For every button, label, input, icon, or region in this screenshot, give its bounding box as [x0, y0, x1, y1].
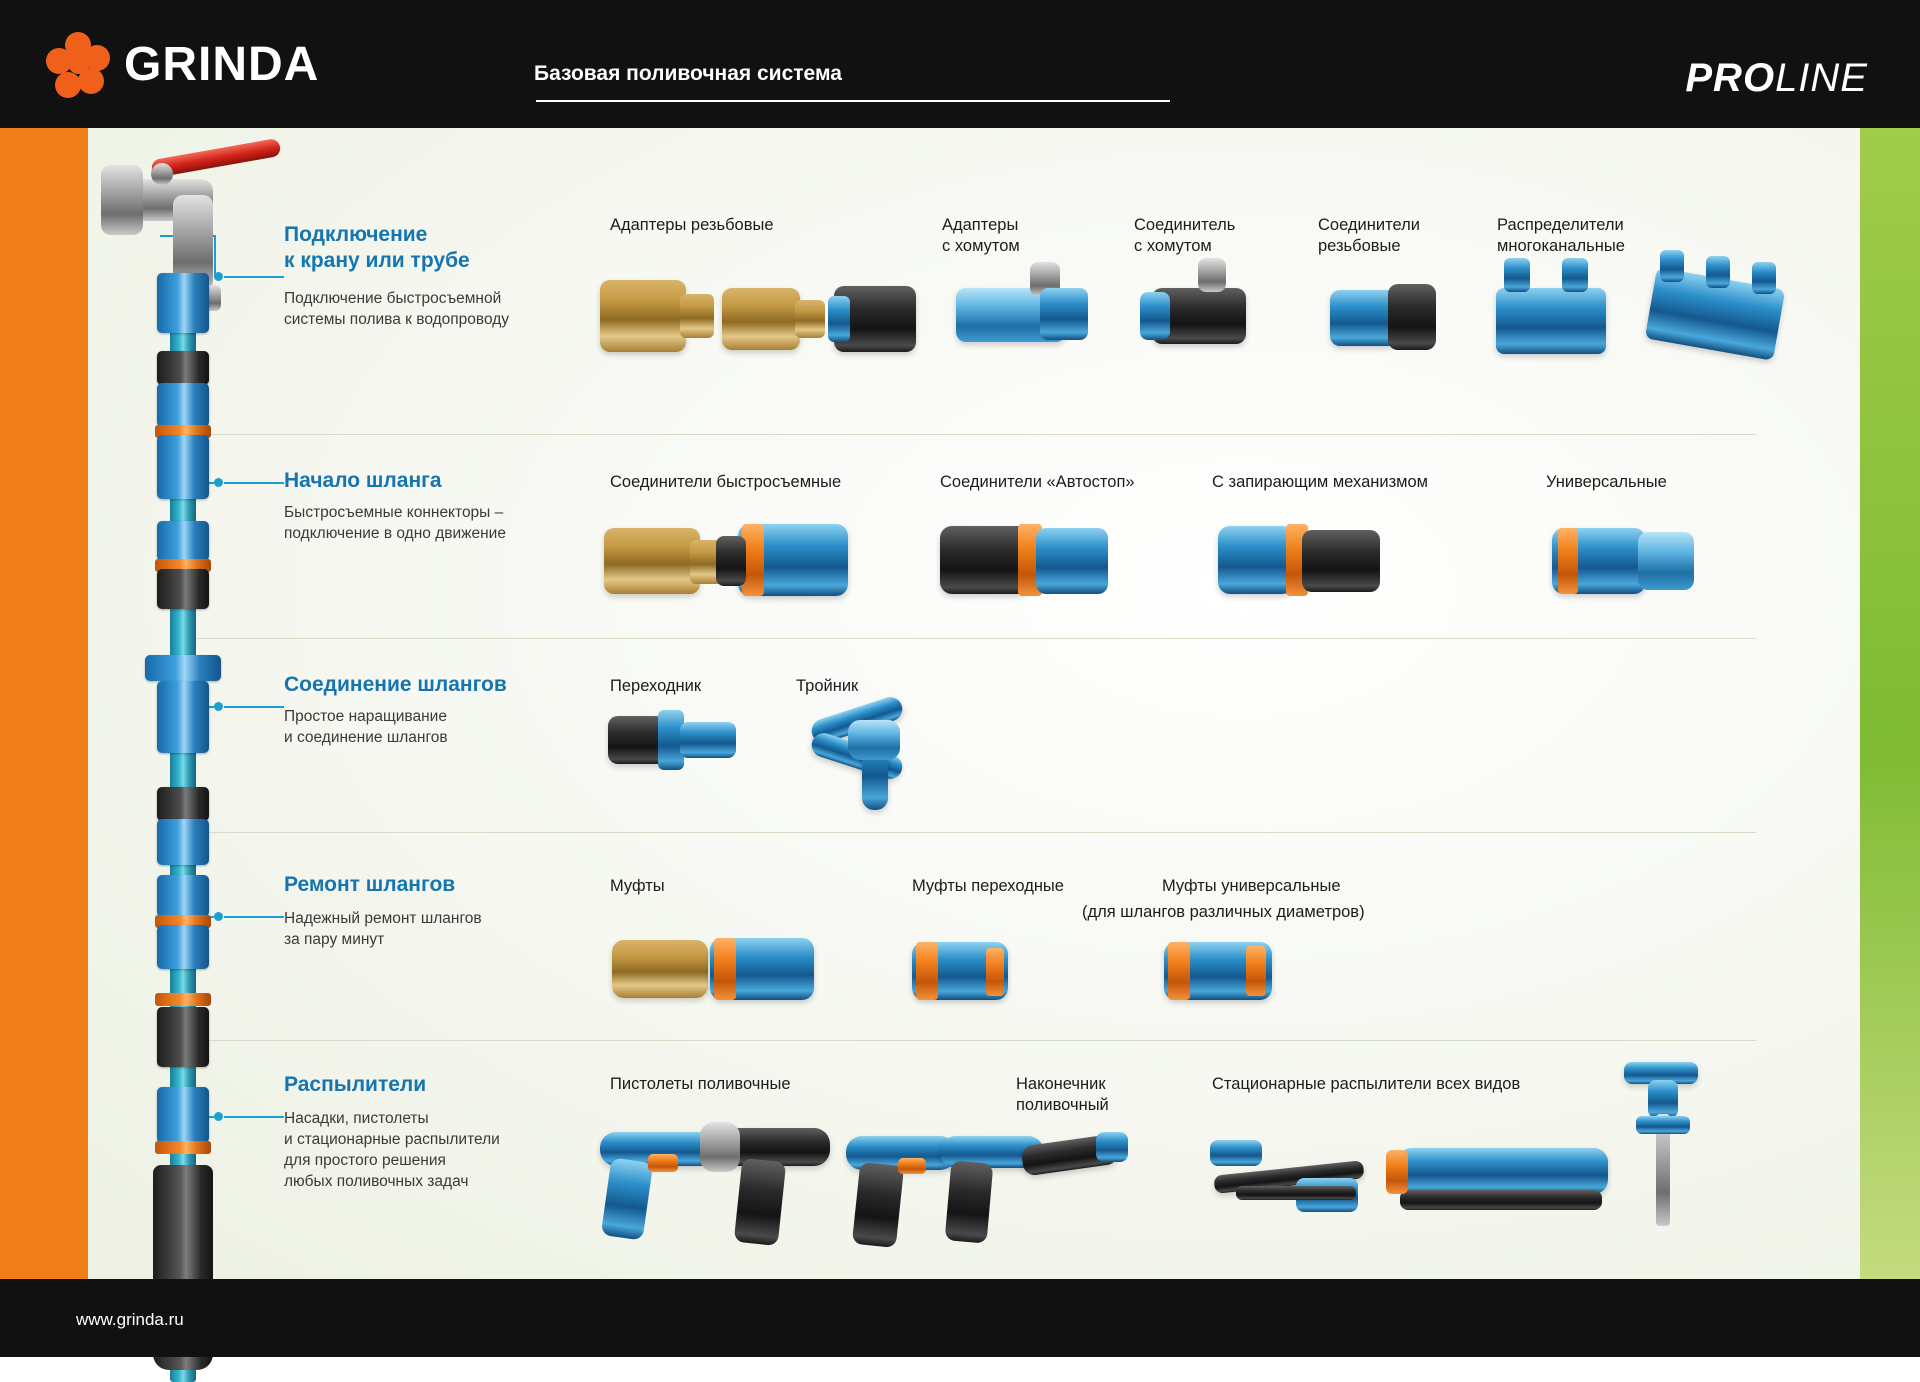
row-title-hose-repair: Ремонт шлангов	[284, 873, 456, 896]
row-subtitle-sprayers: Насадки, пистолеты и стационарные распылители для простого решения любых поливочных задач	[284, 1110, 500, 1190]
product-impulse-sprinkler-body	[1648, 1080, 1678, 1118]
col-label-autostop-connectors: Соединители «Автостоп»	[940, 473, 1135, 491]
row-divider-4	[196, 1040, 1756, 1041]
quick-connector-3	[157, 521, 209, 561]
row-subtitle-hose-join: Простое наращивание и соединение шлангов	[284, 708, 448, 746]
product-autostop-connector	[940, 526, 1030, 594]
col-label-clamp-adapters: Адаптеры с хомутом	[942, 216, 1020, 255]
product-threaded-connector-nut	[1388, 284, 1436, 350]
proline-bold: PRO	[1685, 56, 1776, 100]
product-brass-adapter-1-tip	[680, 294, 714, 338]
water-tap-icon	[95, 135, 265, 285]
brand-name: GRINDA	[124, 37, 320, 91]
product-universal-coupling-ring-2	[1246, 946, 1266, 996]
col-label-spray-guns: Пистолеты поливочные	[610, 1075, 791, 1093]
product-spray-gun-3-trigger	[898, 1158, 926, 1174]
row-subtitle-hose-repair: Надежный ремонт шлангов за пару минут	[284, 910, 482, 948]
coupling-lower	[157, 925, 209, 969]
product-manifold-2way	[1496, 288, 1606, 354]
col-label-clamp-connector: Соединитель с хомутом	[1134, 216, 1236, 255]
product-spray-gun-4-handle	[945, 1160, 994, 1243]
product-locking-connector	[1218, 526, 1294, 594]
product-brass-quick-connector	[604, 528, 700, 594]
col-label-watering-tip: Наконечник поливочный	[1016, 1075, 1109, 1114]
product-oscillating-sprinkler	[1398, 1148, 1608, 1194]
col-label-couplings: Муфты	[610, 877, 665, 895]
row-divider-2	[196, 638, 1756, 639]
product-brass-adapter-2-tip	[795, 300, 825, 338]
product-blue-coupling-ring	[714, 938, 736, 1000]
connector-dark-3	[157, 1007, 209, 1067]
product-clamp-adapter-body	[1040, 288, 1088, 340]
hose-joiner	[145, 655, 221, 681]
product-manifold-4way-valve-3	[1752, 262, 1776, 294]
product-clamp-connector-lever	[1198, 258, 1226, 292]
product-manifold-4way-valve-2	[1706, 256, 1730, 288]
proline-wordmark	[1685, 56, 1868, 101]
quick-connector-1	[157, 383, 209, 427]
left-orange-bar	[0, 0, 88, 1357]
product-tee-hub	[848, 720, 900, 760]
product-black-adapter-collar	[828, 296, 850, 342]
col-label-tee: Тройник	[796, 677, 859, 695]
row-title-connection: Подключение к крану или трубе	[284, 223, 470, 272]
product-oscillating-sprinkler-base	[1400, 1190, 1602, 1210]
logo	[46, 32, 319, 96]
tap-adapter	[157, 273, 209, 333]
product-watering-tip-nozzle	[1096, 1132, 1128, 1162]
product-manifold-2way-valve-2	[1562, 258, 1588, 292]
header-rule	[536, 100, 1170, 102]
product-adapter-blue-tip	[680, 722, 736, 758]
product-clamp-connector-collar	[1140, 292, 1170, 340]
footer-bar	[0, 1279, 1920, 1357]
product-autostop-body	[1036, 528, 1108, 594]
col-label-universal-couplings: Муфты универсальные	[1162, 877, 1341, 895]
row-divider-1	[196, 434, 1756, 435]
product-brass-adapter-2	[722, 288, 800, 350]
product-spray-gun-2-head	[700, 1122, 740, 1172]
product-oscillating-sprinkler-dial	[1386, 1150, 1408, 1194]
col-label-threaded-connectors: Соединители резьбовые	[1318, 216, 1420, 255]
product-universal-ring	[1558, 528, 1578, 594]
product-reducing-coupling-ring-1	[916, 942, 938, 1000]
row-title-sprayers: Распылители	[284, 1073, 427, 1096]
product-sprinkler-foot	[1236, 1186, 1356, 1200]
col-label-adapter: Переходник	[610, 677, 702, 695]
product-reducing-coupling-ring-2	[986, 948, 1004, 996]
product-universal-coupling-ring-1	[1168, 942, 1190, 1000]
col-label-quick-connectors: Соединители быстросъемные	[610, 473, 842, 491]
quick-connector-2	[157, 435, 209, 499]
orange-ring-5	[155, 1141, 211, 1154]
product-manifold-4way-valve-1	[1660, 250, 1684, 282]
product-quick-connector-blue-collar	[716, 536, 746, 586]
hose-joiner-body	[157, 681, 209, 753]
product-brass-adapter-1	[600, 280, 686, 352]
website-url: www.grinda.ru	[76, 1310, 184, 1329]
col-label-manifolds: Распределители многоканальные	[1497, 216, 1625, 255]
header-title: Базовая поливочная система	[534, 62, 842, 85]
hose-assembly-diagram	[95, 135, 265, 1275]
flower-icon	[46, 32, 110, 96]
col-label-locking-connectors: С запирающим механизмом	[1212, 473, 1428, 491]
repair-coupling-dark	[157, 787, 209, 821]
col-label-threaded-adapters: Адаптеры резьбовые	[610, 216, 774, 234]
row-title-hose-join: Соединение шлангов	[284, 673, 507, 696]
connector-dark-2	[157, 569, 209, 609]
product-spray-gun-2-handle	[734, 1158, 787, 1246]
product-spray-gun-1-trigger	[648, 1154, 678, 1172]
product-manifold-2way-valve-1	[1504, 258, 1530, 292]
header-bar	[0, 0, 1920, 128]
col-label-stationary-sprinklers: Стационарные распылители всех видов	[1212, 1075, 1521, 1093]
coupling-upper	[157, 875, 209, 917]
row-subtitle-hose-start: Быстросъемные коннекторы – подключение в одно движение	[284, 504, 506, 542]
product-locking-body	[1302, 530, 1380, 592]
product-sprinkler-head	[1210, 1140, 1262, 1166]
right-green-bar	[1860, 0, 1920, 1357]
product-spray-gun-3-handle	[852, 1162, 904, 1248]
col-label-reducing-couplings: Муфты переходные	[912, 877, 1064, 895]
row-subtitle-connection: Подключение быстросъемной системы полива к водопроводу	[284, 290, 510, 328]
row-divider-3	[196, 832, 1756, 833]
repair-coupling	[157, 819, 209, 865]
row-title-hose-start: Начало шланга	[284, 469, 442, 492]
product-brass-coupling	[612, 940, 708, 998]
col-label-universal-connectors: Универсальные	[1546, 473, 1667, 491]
product-universal-body	[1638, 532, 1694, 590]
orange-ring-4	[155, 993, 211, 1006]
connector-dark-1	[157, 351, 209, 385]
nozzle-connector	[157, 1087, 209, 1143]
proline-light: LINE	[1775, 56, 1868, 100]
product-impulse-sprinkler-collar	[1636, 1116, 1690, 1134]
col-label-universal-couplings-note: (для шлангов различных диаметров)	[1082, 903, 1365, 921]
